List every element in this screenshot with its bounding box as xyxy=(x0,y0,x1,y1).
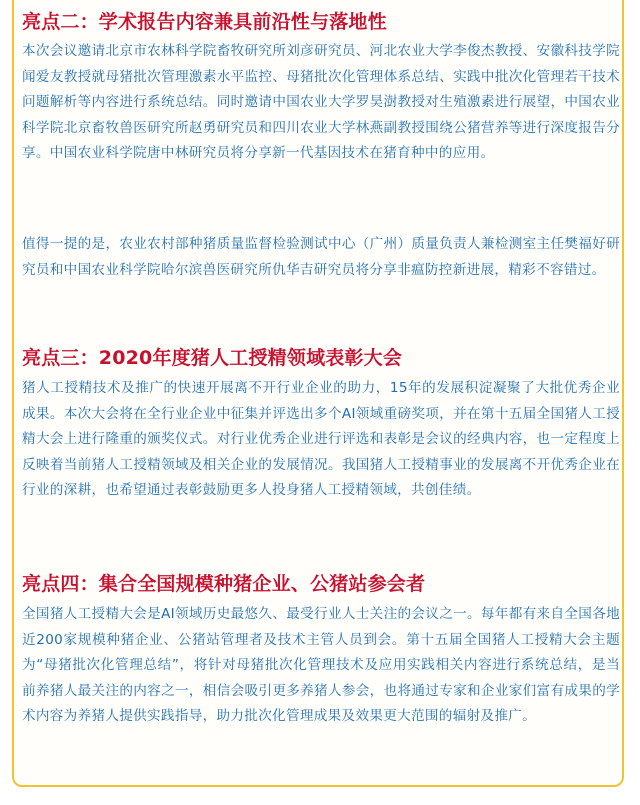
highlight-section-4 xyxy=(22,572,620,730)
highlight-section-2 xyxy=(22,10,620,167)
section-heading: 亮点四：集合全国规模种猪企业、公猪站参会者 xyxy=(22,573,426,595)
section-heading: 亮点二：学术报告内容兼具前沿性与落地性 xyxy=(22,11,387,33)
section-paragraph: 本次会议邀请北京市农林科学院畜牧研究所刘彦研究员、河北农业大学李俊杰教授、安徽科技学院闻爱友教授就母猪批次管理激素水平监控、母猪批次化管理体系总结、实践中批次化管理若干技术问题解析等内容进行系统总结。同时邀请中国农业大学罗昊澍教授对生殖激素进行展望，中国农业科学院北京畜牧兽医研究所赵勇研究员和四川农业大学林燕副教授围绕公猪营养等进行深度报告分享。中国农业科学院唐中林研究员将分享新一代基因技术在猪育种中的应用。 xyxy=(22,43,620,161)
section-paragraph: 值得一提的是，农业农村部种猪质量监督检验测试中心（广州）质量负责人兼检测室主任樊福好研究员和中国农业科学院哈尔滨兽医研究所仇华吉研究员将分享非瘟防控新进展，精彩不容错过。 xyxy=(22,236,620,278)
section-paragraph: 猪人工授精技术及推广的快速开展离不开行业企业的助力，15年的发展积淀凝聚了大批优秀企业成果。本次大会将在全行业企业中征集并评选出多个AI领域重磅奖项，并在第十五届全国猪人工授精大会上进行隆重的颁奖仪式。对行业优秀企业进行评选和表彰是会议的经典内容，也一定程度上反映着当前猪人工授精领域及相关企业的发展情况。我国猪人工授精事业的发展离不开优秀企业在行业的深耕，也希望通过表彰鼓励更多人投身猪人工授精领域，共创佳绩。 xyxy=(22,380,620,498)
highlight-section-2-note xyxy=(22,232,620,283)
section-paragraph: 全国猪人工授精大会是AI领域历史最悠久、最受行业人士关注的会议之一。每年都有来自全国各地近200家规模种猪企业、公猪站管理者及技术主管人员到会。第十五届全国猪人工授精大会主题为“母猪批次化管理总结”，将针对母猪批次化管理技术及应用实践相关内容进行系统总结，是当前养猪人最关注的内容之一，相信会吸引更多养猪人参会，也将通过专家和企业家们富有成果的学术内容为养猪人提供实践指导，助力批次化管理成果及效果更大范围的辐射及推广。 xyxy=(22,606,620,724)
highlight-section-3 xyxy=(22,346,620,504)
section-heading: 亮点三：2020年度猪人工授精领域表彰大会 xyxy=(22,347,403,369)
